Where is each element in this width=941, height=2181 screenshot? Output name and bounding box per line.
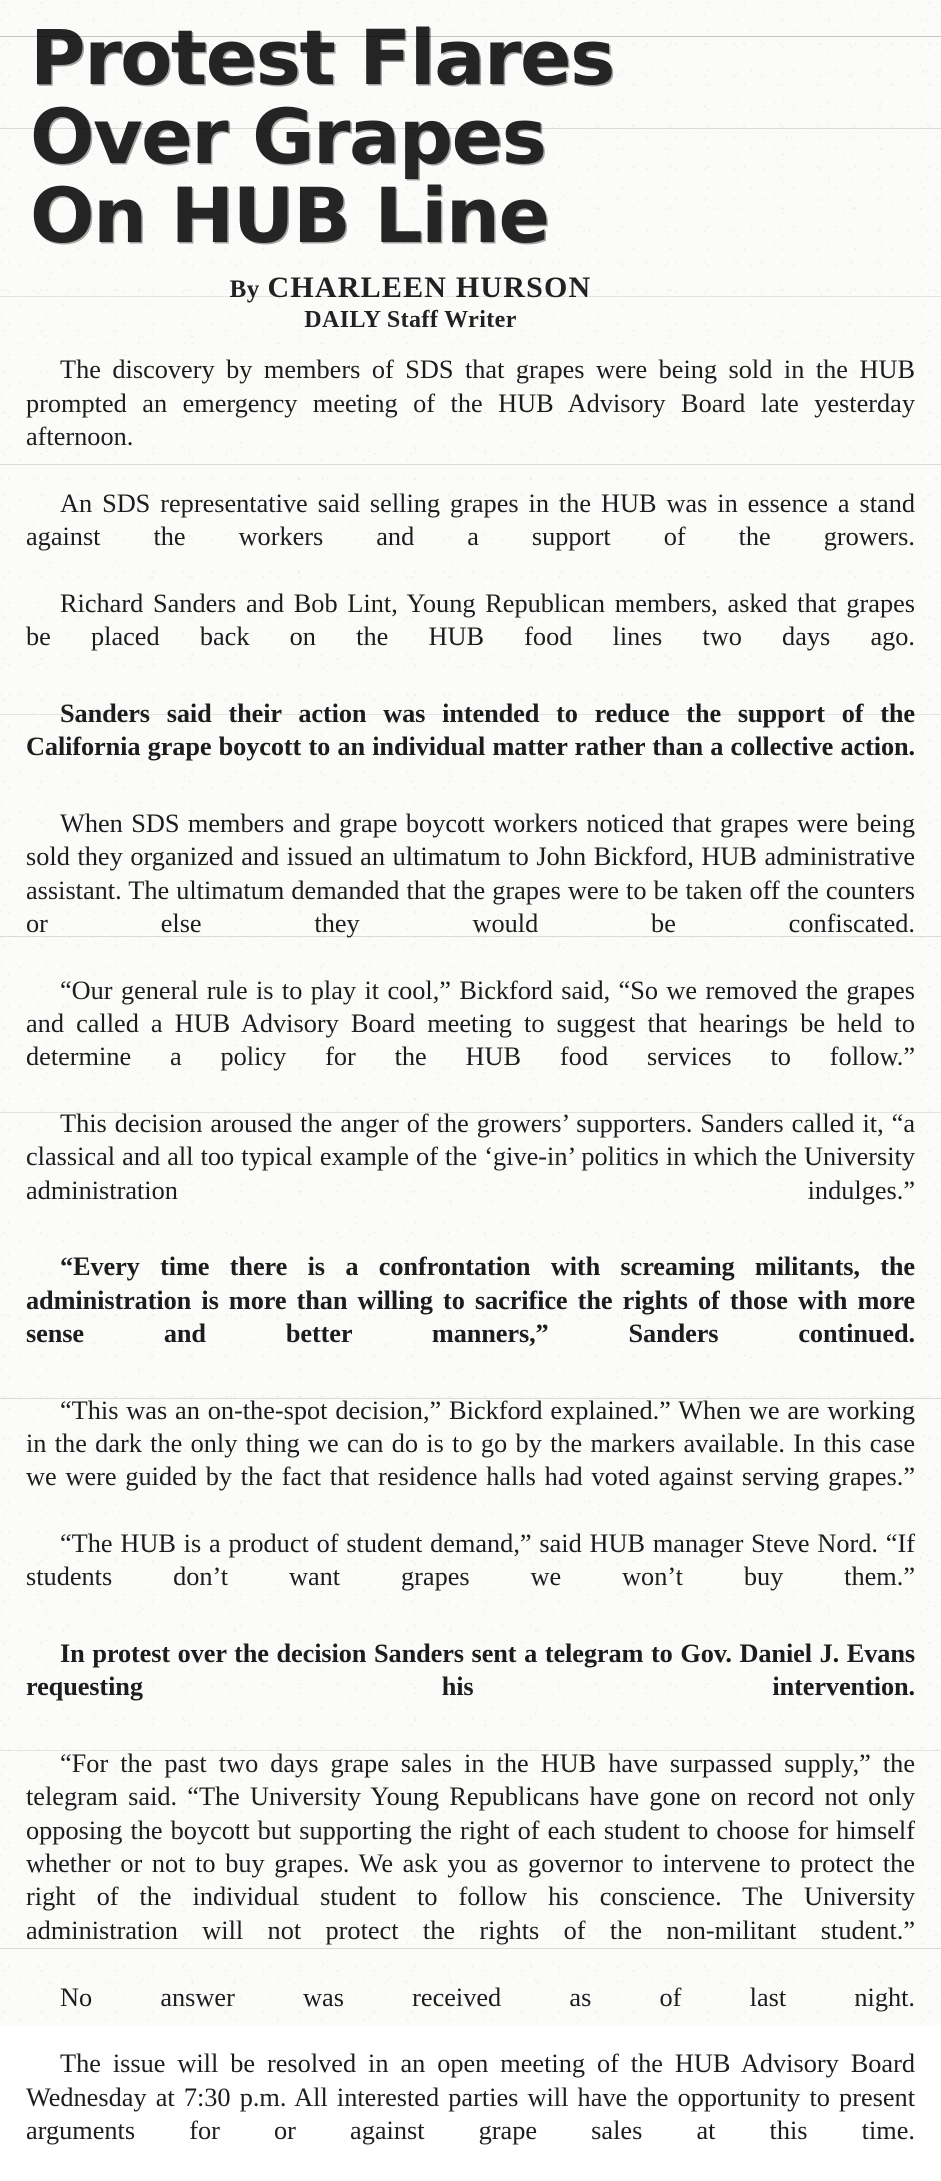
headline	[0, 0, 941, 260]
article-paragraph: In protest over the decision Sanders sent a telegram to Gov. Daniel J. Evans requesting his intervention.	[26, 1639, 915, 1702]
article-paragraph: “Our general rule is to play it cool,” Bickford said, “So we removed the grapes and called a HUB Advisory Board meeting to suggest that hearings be held to determine a policy for the HUB food services to follow.”	[26, 975, 915, 1072]
byline-by-word: By	[229, 275, 260, 303]
article-paragraph: “The HUB is a product of student demand,” said HUB manager Steve Nord. “If students don’t want grapes we won’t buy them.”	[26, 1529, 915, 1592]
article-paragraph: This decision aroused the anger of the growers’ supporters. Sanders called it, “a classical and all too typical example of the ‘give-in’ politics in which the University administration indulges.”	[26, 1108, 915, 1205]
article-paragraph: When SDS members and grape boycott workers noticed that grapes were being sold they organized and issued an ultimatum to John Bickford, HUB administrative assistant. The ultimatum demanded that the grapes were to be taken off the counters or else they would be confiscated.	[26, 808, 915, 938]
article-paragraph: Sanders said their action was intended to reduce the support of the California grape boycott to an individual matter rather than a collective action.	[26, 698, 915, 762]
article-paragraph: An SDS representative said selling grapes in the HUB was in essence a stand against the workers and a support of the growers.	[26, 488, 915, 552]
article-paragraph: Richard Sanders and Bob Lint, Young Republican members, asked that grapes be placed back on the HUB food lines two days ago.	[26, 588, 915, 652]
byline-role: DAILY Staff Writer	[304, 307, 517, 334]
headline-line-1: Protest Flares	[30, 13, 614, 102]
byline-author-line	[0, 271, 821, 306]
byline	[0, 271, 941, 335]
article-paragraph: “For the past two days grape sales in the HUB have surpassed supply,” the telegram said. “The University Young Republicans have gone on record not only opposing the boycott but supporting the right of each student to choose for himself whether or not to buy grapes. We ask you as governor to intervene to protect the right of the individual student to follow his conscience. The University administration will not protect the rights of the non-militant student.”	[26, 1749, 915, 1945]
article-paragraph: The issue will be resolved in an open meeting of the HUB Advisory Board Wednesday at 7:30 p.m. All interested parties will have the opportunity to present arguments for or against grape sales at this time.	[26, 2049, 915, 2145]
article-paragraph: No answer was received as of last night.	[60, 1982, 915, 2012]
article-paragraph: “This was an on-the-spot decision,” Bickford explained.” When we are working in the dark the only thing we can do is to go by the markers available. In this case we were guided by the fact that residence halls had voted against serving grapes.”	[26, 1395, 915, 1492]
article-paragraph: “Every time there is a confrontation with screaming militants, the administration is more than willing to sacrifice the rights of those with more sense and better manners,” Sanders continued.	[26, 1252, 915, 1348]
headline-line-2: Over Grapes	[30, 91, 546, 181]
article-body	[0, 341, 941, 2180]
article-paragraph: The discovery by members of SDS that grapes were being sold in the HUB prompted an emergency meeting of the HUB Advisory Board late yesterday afternoon.	[26, 355, 915, 452]
headline-line-3: On HUB Line	[30, 170, 549, 260]
byline-author-name: CHARLEEN HURSON	[267, 270, 592, 304]
